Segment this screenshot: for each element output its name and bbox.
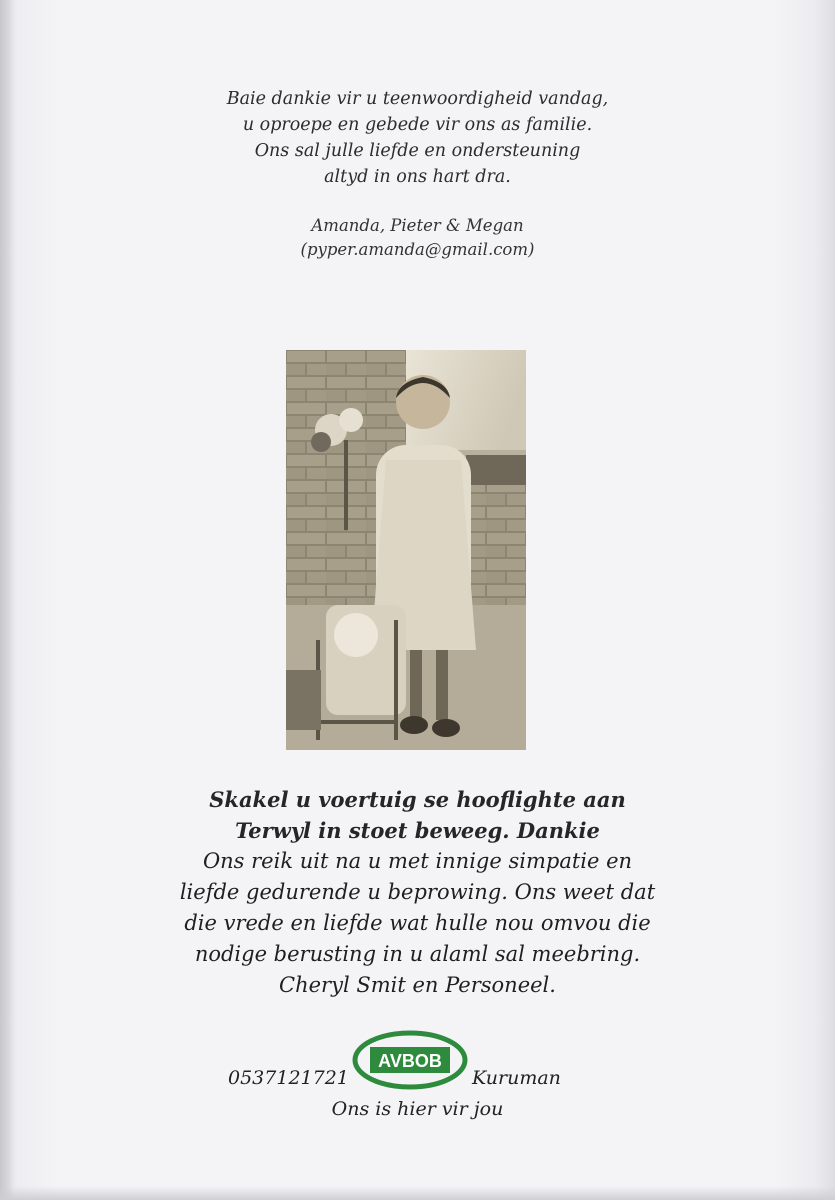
sympathy-line: nodige berusting in u alaml sal meebring. <box>194 942 641 966</box>
branch-town: Kuruman <box>472 1067 561 1089</box>
sympathy-signature: Cheryl Smit en Personeel. <box>279 973 556 997</box>
childhood-photo <box>286 350 526 750</box>
thanks-line: u oproepe en gebede vir ons as familie. <box>242 115 593 135</box>
headlights-notice-line: Skakel u voertuig se hooflighte aan <box>209 787 626 812</box>
sympathy-line: liefde gedurende u beprowing. Ons weet dat <box>179 880 656 904</box>
avbob-logo-text: AVBOB <box>378 1051 442 1071</box>
thanks-line: Baie dankie vir u teenwoordigheid vandag, <box>226 89 609 109</box>
thank-you-message <box>0 86 835 190</box>
page-bottom-edge <box>0 1186 835 1200</box>
sympathy-line: Ons reik uit na u met innige simpatie en <box>202 849 633 873</box>
childhood-photo-image <box>286 350 526 750</box>
funeral-notice <box>0 784 835 1001</box>
headlights-notice-line: Terwyl in stoet beweeg. Dankie <box>235 818 600 843</box>
family-names: Amanda, Pieter & Megan <box>311 216 524 235</box>
thanks-line: Ons sal julle liefde en ondersteuning <box>254 141 581 161</box>
family-signature <box>0 214 835 262</box>
sympathy-line: die vrede en liefde wat hulle nou omvou die <box>184 911 651 935</box>
company-slogan: Ons is hier vir jou <box>331 1098 504 1120</box>
family-email: (pyper.amanda@gmail.com) <box>300 240 535 259</box>
contact-phone: 0537121721 <box>228 1067 349 1089</box>
thanks-line: altyd in ons hart dra. <box>324 167 511 187</box>
avbob-logo <box>352 1030 468 1090</box>
